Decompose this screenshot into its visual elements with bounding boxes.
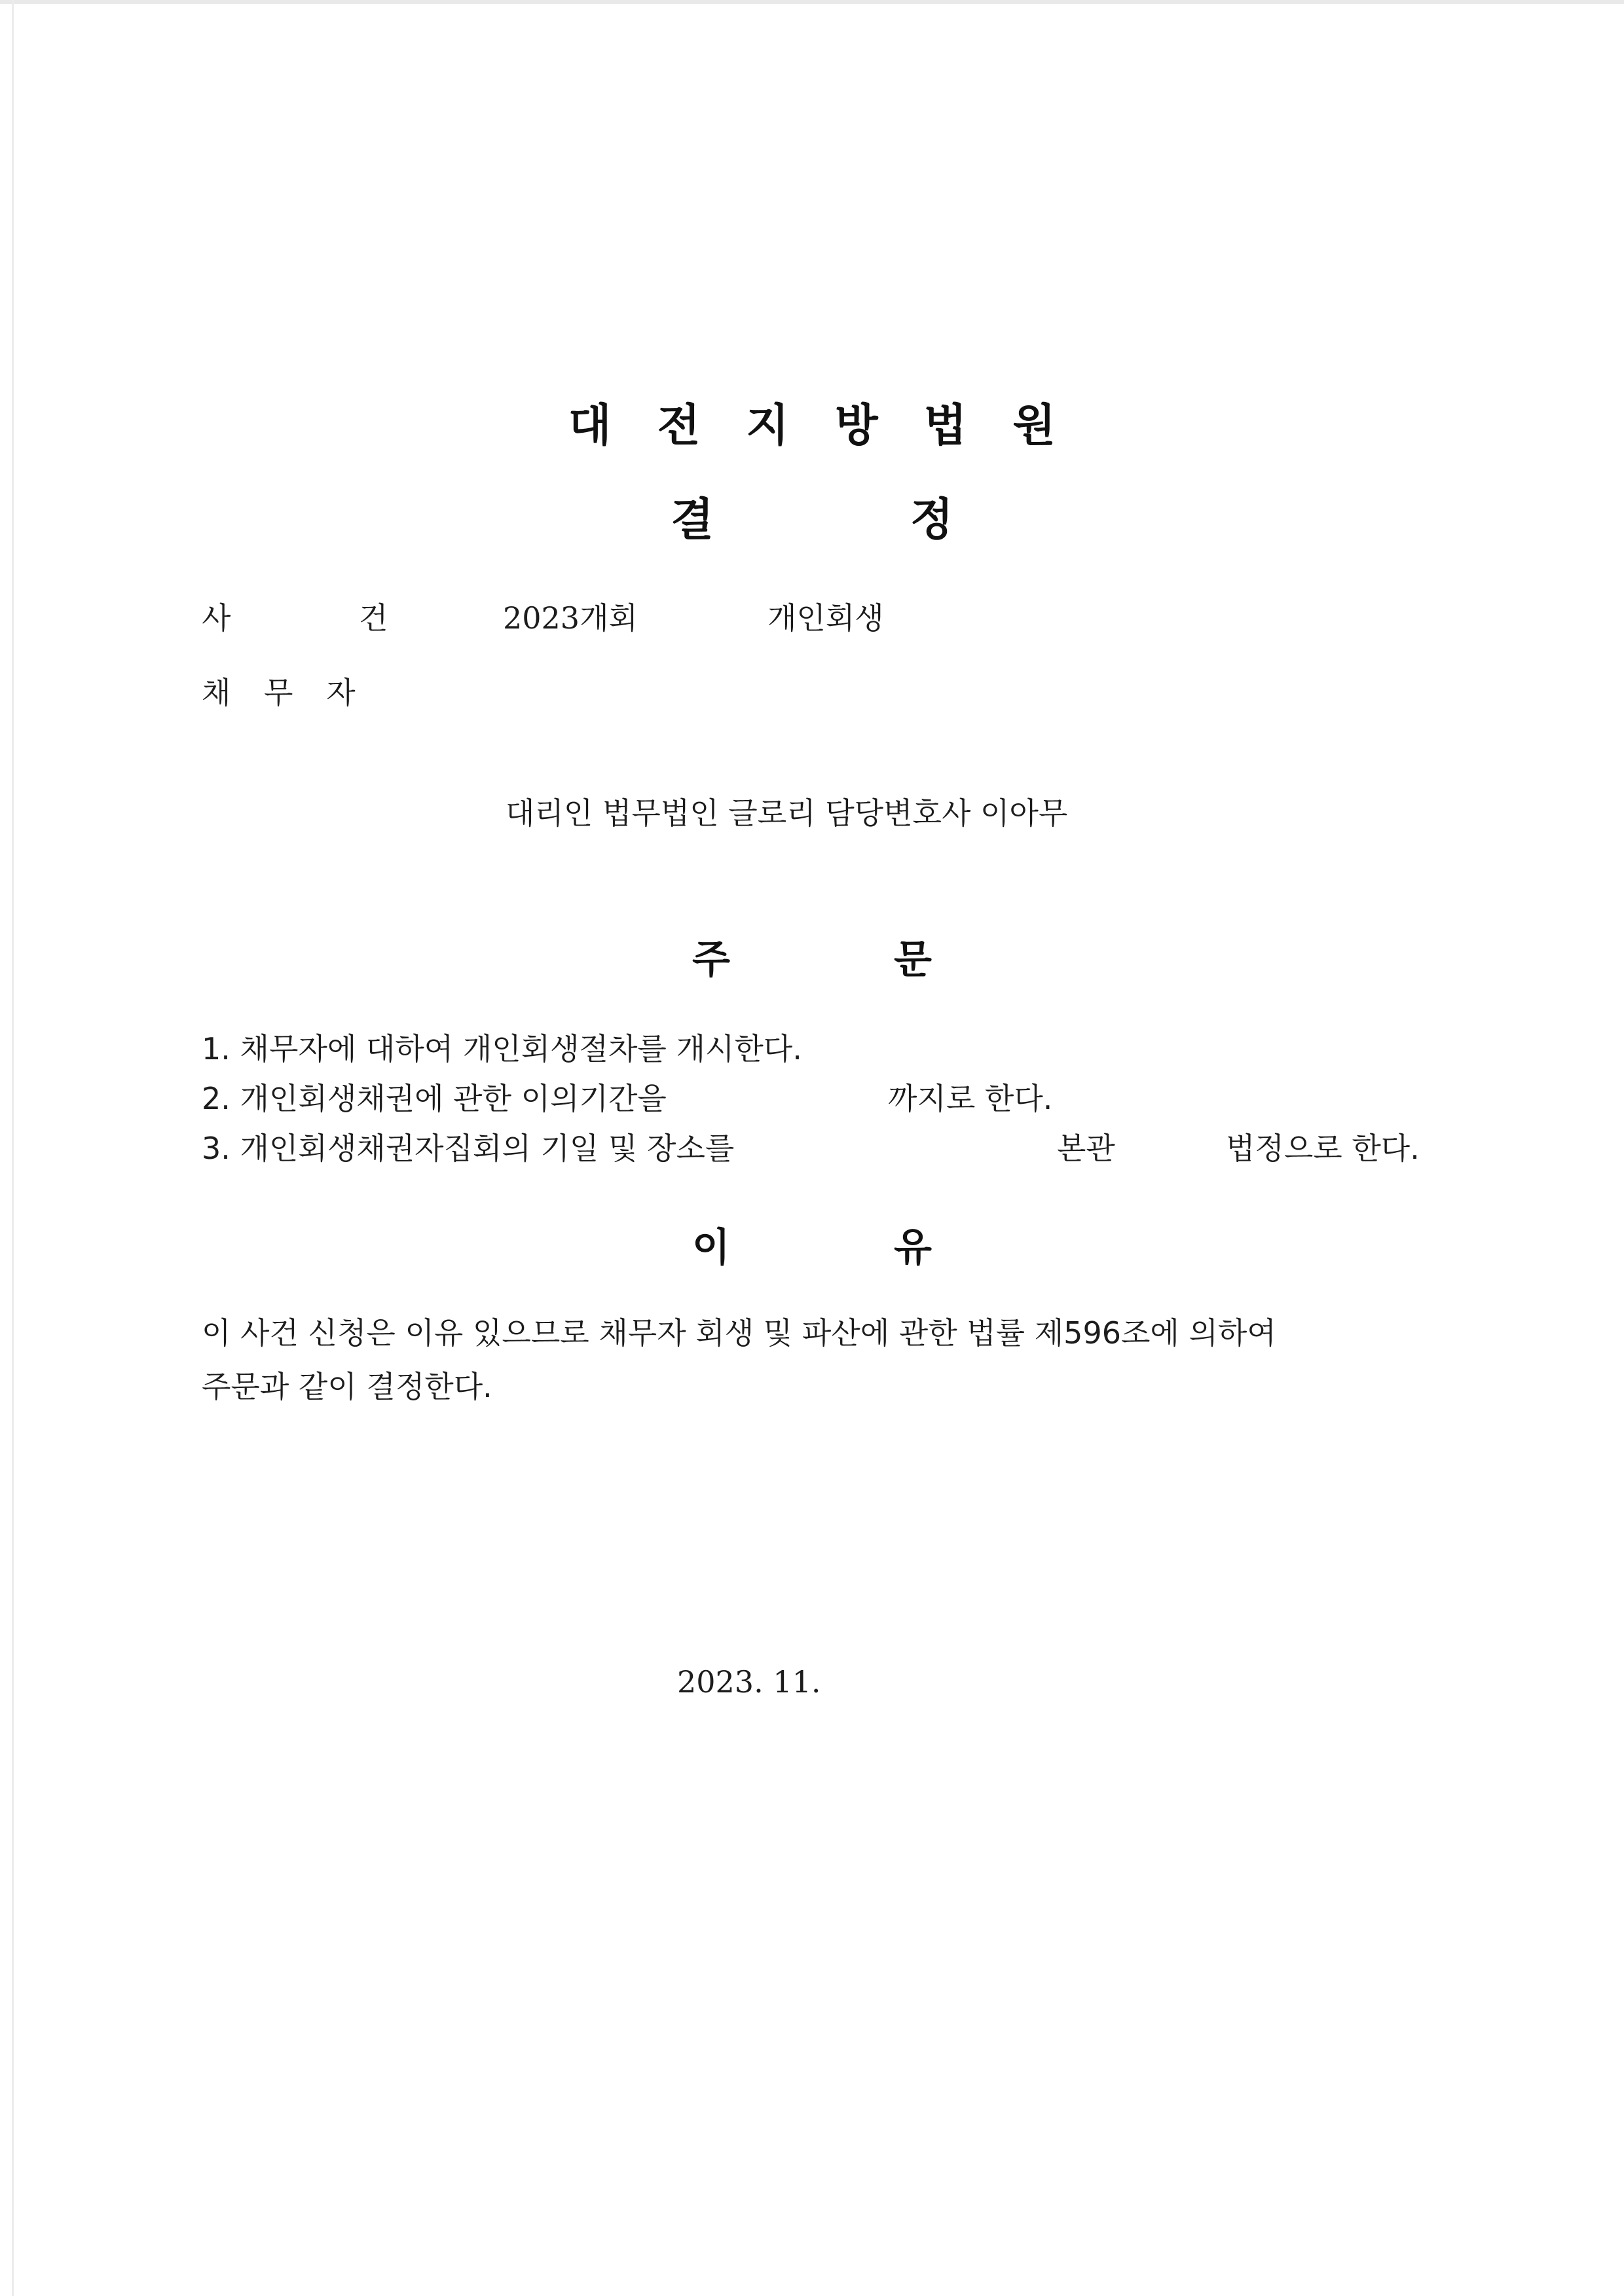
scan-edge-top <box>0 0 1624 4</box>
reason-title: 이유 <box>692 1225 1096 1271</box>
scan-edge-left <box>12 0 14 2296</box>
order-item-3: 3. 개인회생채권자집회의 기일 및 장소를 <box>202 1131 735 1166</box>
debtor-label: 채무자 <box>202 675 389 710</box>
order-item-3-place: 본관 <box>1057 1131 1115 1166</box>
court-name: 대전지방법원 <box>568 400 1102 452</box>
representative: 대리인 법무법인 글로리 담당변호사 이아무 <box>506 795 1068 831</box>
order-item-3-suffix: 법정으로 한다. <box>1226 1131 1420 1166</box>
case-type: 개인회생 <box>767 600 884 636</box>
case-label-2: 건 <box>359 600 388 636</box>
reason-line-1: 이 사건 신청은 이유 있으므로 채무자 회생 및 파산에 관한 법률 제596조에 의하여 <box>202 1315 1276 1351</box>
reason-line-2: 주문과 같이 결정한다. <box>202 1369 492 1404</box>
case-label-1: 사 <box>202 600 231 636</box>
decision-date: 2023. 11. <box>677 1664 821 1700</box>
case-number: 2023개회 <box>503 600 638 636</box>
order-item-1: 1. 채무자에 대하여 개인회생절차를 개시한다. <box>202 1031 802 1066</box>
order-item-2: 2. 개인회생채권에 관한 이의기간을 <box>202 1081 667 1116</box>
order-title: 주문 <box>692 937 1096 983</box>
document-type: 결정 <box>671 494 1150 546</box>
order-item-2-suffix: 까지로 한다. <box>888 1081 1053 1116</box>
